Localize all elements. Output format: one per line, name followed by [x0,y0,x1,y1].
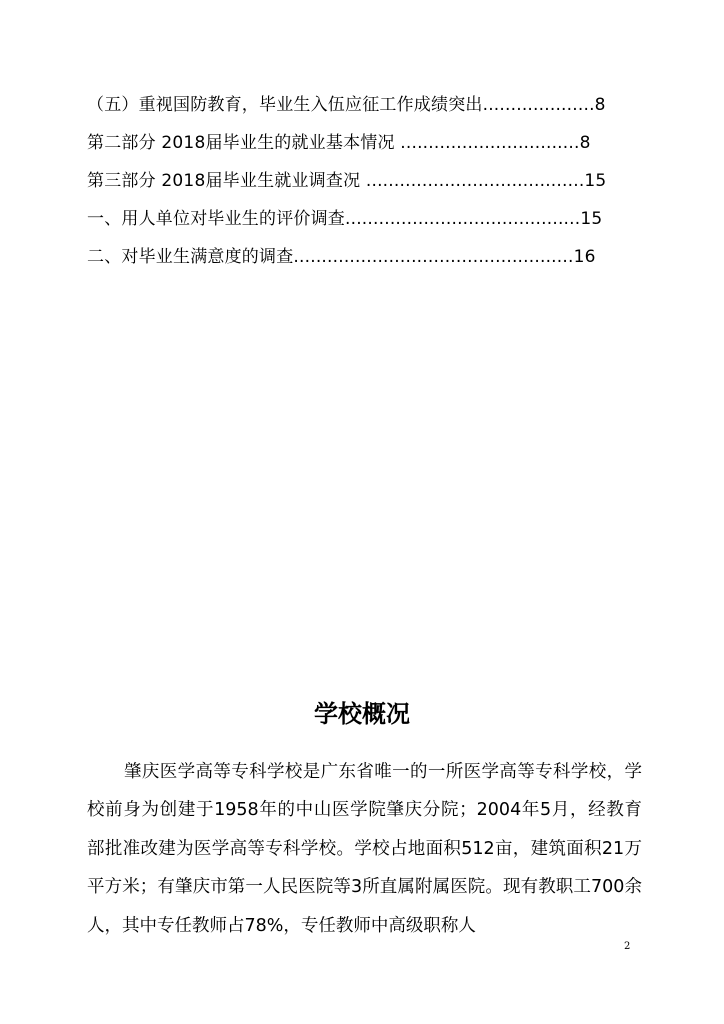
toc-entry-part-three: 第三部分 2018届毕业生就业调查况 .......................................15 [87,171,607,191]
toc-entry-part-two: 第二部分 2018届毕业生的就业基本情况 ................................8 [87,133,591,153]
toc-entry-satisfaction-survey: 二、对毕业生满意度的调查..................................................16 [87,247,596,267]
table-of-contents [87,92,687,282]
page-number: 2 [624,941,631,952]
toc-entry-national-defense-education: （五）重视国防教育，毕业生入伍应征工作成绩突出....................8 [87,95,606,115]
section-heading: 学校概况 [314,700,410,728]
school-overview-paragraph: 肇庆医学高等专科学校是广东省唯一的一所医学高等专科学校，学校前身为创建于1958年的中山医学院肇庆分院；2004年5月，经教育部批准改建为医学高等专科学校。学校占地面积512亩，建筑面积21万平方米；有肇庆市第一人民医院等3所直属附属医院。现有教职工700余人，其中专任教师占78%，专任教师中高级职称人 [87,761,642,936]
toc-entry-employer-evaluation: 一、用人单位对毕业生的评价调查..........................................15 [87,209,603,229]
